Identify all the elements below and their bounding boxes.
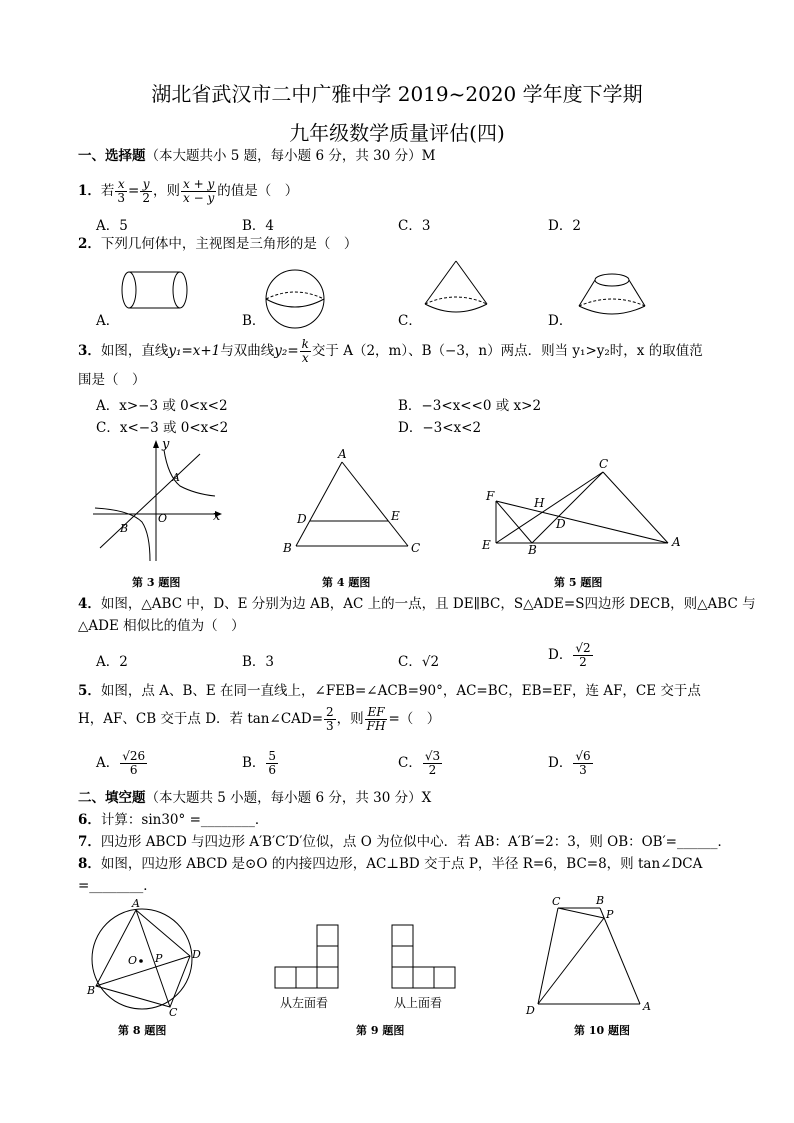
fig3-label-a: A xyxy=(172,471,180,484)
fig8-label-a: A xyxy=(132,898,140,910)
fig9-top-view-label: 从上面看 xyxy=(394,996,443,1010)
fig4-label-a: A xyxy=(338,447,347,461)
question-4-line2: △ADE 相似比的值为（ ） xyxy=(78,618,245,634)
cylinder-figure xyxy=(118,266,192,316)
q2-option-d: D． xyxy=(548,313,573,329)
fig5-label-f: F xyxy=(486,489,495,503)
fig4-label-e: E xyxy=(391,509,400,523)
q1-option-b: B．4 xyxy=(242,218,275,234)
q3-option-a: A．x>−3 或 0<x<2 xyxy=(96,398,228,414)
q5-option-c: C． $\frac{√3}{2}$ xyxy=(398,749,441,777)
question-4: 4．如图，△ABC 中，D、E 分别为边 AB，AC 上的一点，且 DE∥BC，S△ADE=S四边形 DECB，则△ABC 与 xyxy=(78,596,756,612)
question-8: 8．如图，四边形 ABCD 是⊙O 的内接四边形，AC⊥BD 交于点 P，半径 R=6，BC=8，则 tan∠DCA xyxy=(78,856,703,872)
figure-4 xyxy=(280,446,425,561)
cone-figure xyxy=(420,258,492,320)
exam-subtitle: 九年级数学质量评估(四) xyxy=(289,121,505,145)
fig8-caption: 第 8 题图 xyxy=(118,1024,167,1037)
fig4-label-c: C xyxy=(411,541,421,555)
question-3-line2: 围是（ ） xyxy=(78,372,146,388)
q1-option-a: A．5 xyxy=(96,218,128,234)
fig3-label-o: O xyxy=(158,512,168,525)
q4-option-a: A．2 xyxy=(96,654,128,670)
fig4-caption: 第 4 题图 xyxy=(322,576,371,589)
q3-option-c: C．x<−3 或 0<x<2 xyxy=(96,420,229,436)
fig5-label-e: E xyxy=(482,538,491,552)
section-choice-heading: 一、选择题（本大题共小 5 题，每小题 6 分，共 30 分）M xyxy=(78,148,436,164)
figure-8 xyxy=(84,898,209,1018)
fig10-label-b: B xyxy=(596,894,605,907)
fig10-label-c: C xyxy=(552,895,561,908)
fig9-caption: 第 9 题图 xyxy=(356,1024,405,1037)
question-8-line2: =________． xyxy=(78,878,157,894)
figure-9 xyxy=(272,922,472,990)
fig3-caption: 第 3 题图 xyxy=(132,576,181,589)
fig10-label-a: A xyxy=(643,1000,651,1013)
question-2: 2．下列几何体中，主视图是三角形的是（ ） xyxy=(78,236,358,252)
fig8-label-d: D xyxy=(192,948,201,961)
fig10-label-d: D xyxy=(526,1004,535,1017)
fig9-left-view-label: 从左面看 xyxy=(280,996,329,1010)
q5-option-d: D． $\frac{√6}{3}$ xyxy=(548,749,591,777)
q2-option-a: A． xyxy=(96,313,120,329)
question-7: 7．四边形 ABCD 与四边形 A′B′C′D′位似，点 O 为位似中心．若 AB：A′B′=2：3，则 OB：OB′=______． xyxy=(78,834,731,850)
fig10-label-p: P xyxy=(606,908,614,921)
question-1: 1．若 $\frac{x}{3}$ = $\frac{y}{2}$ ，则 $\frac{x + y}{x - y}$ 的值是（ ） xyxy=(78,177,299,205)
fig5-label-h: H xyxy=(534,496,545,510)
fig8-label-p: P xyxy=(155,952,163,965)
section-fill-heading: 二、填空题（本大题共 5 小题，每小题 6 分，共 30 分）X xyxy=(78,790,432,806)
q3-option-b: B．−3<x<<0 或 x>2 xyxy=(398,398,542,414)
q2-option-b: B． xyxy=(242,313,266,329)
fig5-label-d: D xyxy=(556,517,566,531)
fig10-caption: 第 10 题图 xyxy=(574,1024,630,1037)
fig3-label-y: y xyxy=(162,437,170,452)
fig4-label-d: D xyxy=(297,512,307,526)
q3-option-d: D．−3<x<2 xyxy=(398,420,482,436)
question-3: 3．如图，直线y₁=x+1与双曲线y₂= $\frac{k}{x}$ 交于 A（2，m）、B（−3，n）两点．则当 y₁>y₂时，x 的取值范 xyxy=(78,337,703,365)
fig5-label-a: A xyxy=(672,535,681,549)
fig5-label-c: C xyxy=(599,457,609,471)
q2-option-c: C． xyxy=(398,313,422,329)
q4-option-c: C．√2 xyxy=(398,654,440,670)
q5-option-b: B． $\frac{5}{6}$ xyxy=(242,749,277,777)
fig4-label-b: B xyxy=(283,541,292,555)
fig8-label-c: C xyxy=(169,1006,178,1018)
fig8-label-o: O xyxy=(128,954,138,967)
q4-option-b: B．3 xyxy=(242,654,275,670)
figure-5 xyxy=(478,454,690,558)
fig5-caption: 第 5 题图 xyxy=(554,576,603,589)
fig5-label-b: B xyxy=(528,543,537,557)
frustum-figure xyxy=(574,268,650,324)
fig3-label-x: x xyxy=(213,509,221,524)
question-6: 6．计算：sin30° =________． xyxy=(78,812,269,828)
fig3-label-b: B xyxy=(120,522,129,535)
q5-option-a: A． $\frac{√26}{6}$ xyxy=(96,749,146,777)
q4-option-d: D． $\frac{√2}{2}$ xyxy=(548,641,591,669)
q1-option-d: D．2 xyxy=(548,218,581,234)
q1-option-c: C．3 xyxy=(398,218,431,234)
exam-title: 湖北省武汉市二中广雅中学 2019~2020 学年度下学期 xyxy=(151,82,643,106)
figure-10 xyxy=(520,892,660,1018)
question-5: 5．如图，点 A、B、E 在同一直线上，∠FEB=∠ACB=90°，AC=BC，EB=EF，连 AF，CE 交于点 xyxy=(78,683,701,699)
sphere-figure xyxy=(262,266,332,332)
fig8-label-b: B xyxy=(87,984,96,997)
question-5-line2: H，AF、CB 交于点 D．若 tan∠CAD= $\frac{2}{3}$ ，则 $\frac{EF}{FH}$ =（ ） xyxy=(78,705,441,733)
figure-3 xyxy=(90,436,225,566)
